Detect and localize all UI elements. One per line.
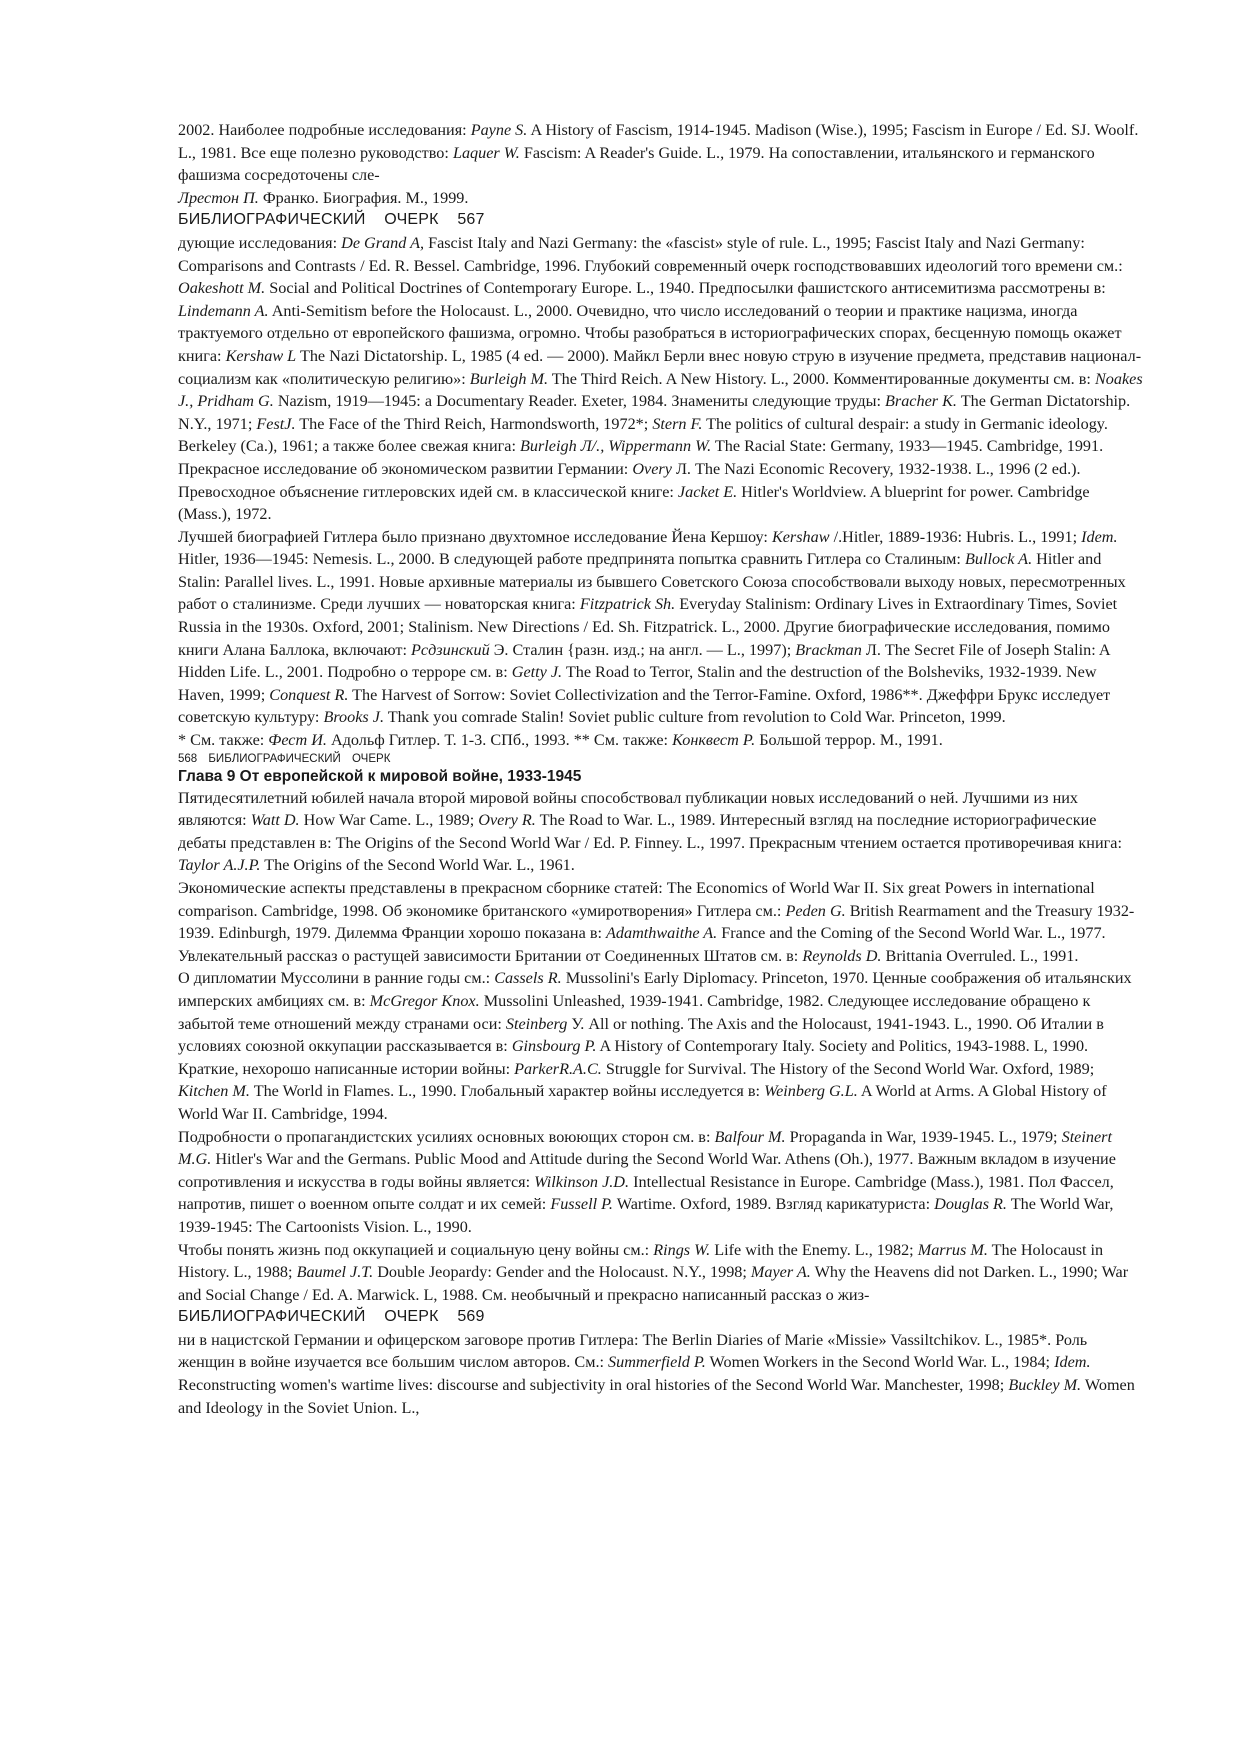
paragraph: Пятидесятилетний юбилей начала второй мировой войны способствовал публикации новых исследований о ней. Лучшими из них являются: Watt D. How War Came. L., 1989; Overy R. The Road to War. L., 1989. Интересный взгляд на последние историографические дебаты представлен в: The Origins of the Second World War / Ed. P. Finney. L., 1997. Прекрасным чтением остается противоречивая книга: Taylor A.J.P. The Origins of the Second World War. L., 1961. (178, 788, 1122, 875)
paragraph: ни в нацистской Германии и офицерском заговоре против Гитлера: The Berlin Diaries of Marie «Missie» Vassiltchikov. L., 1985*. Роль женщин в войне изучается все большим числом авторов. См.: Summerfield P. Women Workers in the Second World War. L., 1984; Idem. Reconstructing women's wartime lives: discourse and subjectivity in oral histories of the Second World War. Manchester, 1998; Buckley M. Women and Ideology in the Soviet Union. L., (178, 1330, 1135, 1417)
paragraph: Краткие, нехорошо написанные истории войны: ParkerR.A.C. Struggle for Survival. The History of the Second World War. Oxford, 1989; Kitchen M. The World in Flames. L., 1990. Глобальный характер войны исследуется в: Weinberg G.L. A World at Arms. A Global History of World War II. Cambridge, 1994. (178, 1059, 1107, 1123)
footnote: * См. также: Фест И. Адольф Гитлер. Т. 1-3. СПб., 1993. ** См. также: Конквест Р. Большой террор. М., 1991. (178, 731, 943, 750)
paragraph: Подробности о пропагандистских усилиях основных воюющих сторон см. в: Balfour M. Propaganda in War, 1939-1945. L., 1979; Steinert M.G. Hitler's War and the Germans. Public Mood and Attitude during the Second World War. Athens (Oh.), 1977. Важным вкладом в изучение сопротивления и искусства в годы войны является: Wilkinson J.D. Intellectual Resistance in Europe. Cambridge (Mass.), 1981. Пол Фассел, напротив, пишет о военном опыте солдат и их семей: Fussell P. Wartime. Oxford, 1989. Взгляд карикатуриста: Douglas R. The World War, 1939-1945: The Cartoonists Vision. L., 1990. (178, 1127, 1116, 1236)
paragraph: О дипломатии Муссолини в ранние годы см.: Cassels R. Mussolini's Early Diplomacy. Princeton, 1970. Ценные соображения об итальянских имперских амбициях см. в: McGregor Knox. Mussolini Unleashed, 1939-1941. Cambridge, 1982. Следующее исследование обращено к забытой теме отношений между странами оси: Steinberg У. All or nothing. The Axis and the Holocaust, 1941-1943. L., 1990. Об Италии в условиях союзной оккупации рассказывается в: Ginsbourg P. A History of Contemporary Italy. Society and Politics, 1943-1988. L, 1990. (178, 969, 1132, 1056)
paragraph: 2002. Наиболее подробные исследования: Payne S. A History of Fascism, 1914-1945. Madison (Wise.), 1995; Fascism in Europe / Ed. SJ. Woolf. L., 1981. Все еще полезно руководство: Laquer W. Fascism: A Reader's Guide. L., 1979. На сопоставлении, итальянского и германского фашизма сосредоточены сле- (178, 121, 1139, 185)
paragraph: Лрестон П. Франко. Биография. М., 1999. (178, 188, 469, 207)
running-header: БИБЛИОГРАФИЧЕСКИЙ ОЧЕРК 569 (178, 1308, 485, 1326)
paragraph: Лучшей биографией Гитлера было признано двухтомное исследование Йена Кершоу: Kershaw /.Hitler, 1889-1936: Hubris. L., 1991; Idem. Hitler, 1936—1945: Nemesis. L., 2000. В следующей работе предпринята попытка сравнить Гитлера со Сталиным: Bullock A. Hitler and Stalin: Parallel lives. L., 1991. Новые архивные материалы из бывшего Советского Союза способствовали выходу новых, пересмотренных работ о сталинизме. Среди лучших — новаторская книга: Fitzpatrick Sh. Everyday Stalinism: Ordinary Lives in Extraordinary Times, Soviet Russia in the 1930s. Oxford, 2001; Stalinism. New Directions / Ed. Sh. Fitzpatrick. L., 2000. Другие биографические исследования, помимо книги Алана Баллока, включают: Рсдзинский Э. Сталин {разн. изд.; на англ. — L., 1997); Brackman Л. The Secret File of Joseph Stalin: A Hidden Life. L., 2001. Подробно о терроре см. в: Getty J. The Road to Terror, Stalin and the destruction of the Bolsheviks, 1932-1939. New Haven, 1999; Conquest R. The Harvest of Sorrow: Soviet Collectivization and the Terror-Famine. Oxford, 1986**. Джеффри Брукс исследует советскую культуру: Brooks J. Thank you comrade Stalin! Soviet public culture from revolution to Cold War. Princeton, 1999. (178, 527, 1126, 727)
running-header: 568 БИБЛИОГРАФИЧЕСКИЙ ОЧЕРК (178, 752, 391, 765)
document-page (178, 119, 1143, 1419)
paragraph: Чтобы понять жизнь под оккупацией и социальную цену войны см.: Rings W. Life with the Enemy. L., 1982; Marrus M. The Holocaust in History. L., 1988; Baumel J.T. Double Jeopardy: Gender and the Holocaust. N.Y., 1998; Mayer A. Why the Heavens did not Darken. L., 1990; War and Social Change / Ed. A. Marwick. L, 1988. См. необычный и прекрасно написанный рассказ о жиз- (178, 1240, 1129, 1304)
paragraph: дующие исследования: De Grand A, Fascist Italy and Nazi Germany: the «fascist» style of rule. L., 1995; Fascist Italy and Nazi Germany: Comparisons and Contrasts / Ed. R. Bessel. Cambridge, 1996. Глубокий современный очерк господствовавших идеологий того времени см.: Oakeshott M. Social and Political Doctrines of Contemporary Europe. L., 1940. Предпосылки фашистского антисемитизма рассмотрены в: Lindemann A. Anti-Semitism before the Holocaust. L., 2000. Очевидно, что число исследований о теории и практике нацизма, иногда трактуемого отдельно от европейского фашизма, огромно. Чтобы разобраться в историографических спорах, бесценную помощь окажет книга: Kershaw L The Nazi Dictatorship. L, 1985 (4 ed. — 2000). Майкл Берли внес новую струю в изучение предмета, представив национал-социализм как «политическую религию»: Burleigh M. The Third Reich. A New History. L., 2000. Комментированные документы см. в: Noakes J., Pridham G. Nazism, 1919—1945: a Documentary Reader. Exeter, 1984. Знамениты следующие труды: Bracher K. The German Dictatorship. N.Y., 1971; FestJ. The Face of the Third Reich, Harmondsworth, 1972*; Stern F. The politics of cultural despair: a study in Germanic ideology. Berkeley (Ca.), 1961; а также более свежая книга: Burleigh Л/., Wippermann W. The Racial State: Germany, 1933—1945. Cambridge, 1991. Прекрасное исследование об экономическом развитии Германии: Overy Л. The Nazi Economic Recovery, 1932-1938. L., 1996 (2 ed.). Превосходное объяснение гитлеровских идей см. в классической книге: Jacket E. Hitler's Worldview. A blueprint for power. Cambridge (Mass.), 1972. (178, 233, 1143, 524)
paragraph: Экономические аспекты представлены в прекрасном сборнике статей: The Economics of World War II. Six great Powers in international comparison. Cambridge, 1998. Об экономике британского «умиротворения» Гитлера см.: Peden G. British Rearmament and the Treasury 1932-1939. Edinburgh, 1979. Дилемма Франции хорошо показана в: Adamthwaithe A. France and the Coming of the Second World War. L., 1977. Увлекательный рассказ о растущей зависимости Британии от Соединенных Штатов см. в: Reynolds D. Brittania Overruled. L., 1991. (178, 879, 1135, 965)
running-header: БИБЛИОГРАФИЧЕСКИЙ ОЧЕРК 567 (178, 211, 485, 229)
chapter-title: Глава 9 От европейской к мировой войне, 1933-1945 (178, 767, 582, 785)
